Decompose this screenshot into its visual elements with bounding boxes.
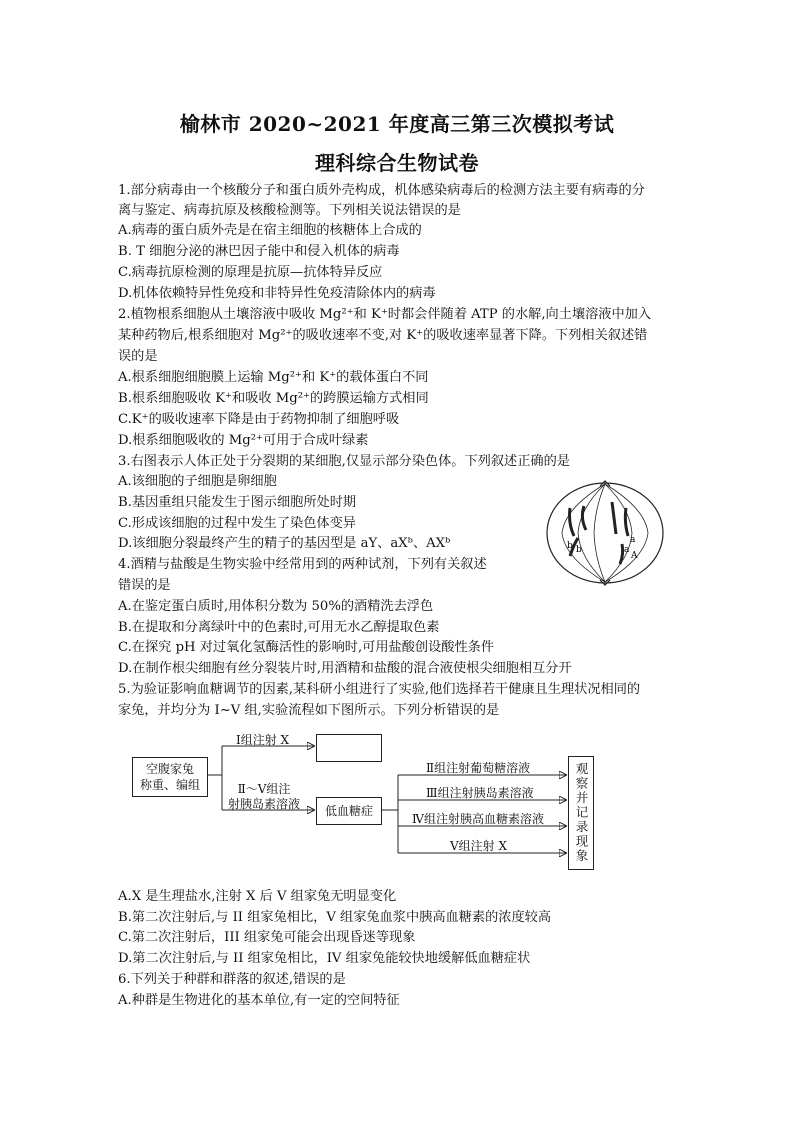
option-line: D.机体依赖特异性免疫和非特异性免疫清除体内的病毒	[118, 286, 436, 301]
option-line: D.在制作根尖细胞有丝分裂装片时,用酒精和盐酸的混合液使根尖细胞相互分开	[118, 661, 572, 676]
option-line: C.第二次注射后，III 组家兔可能会出现昏迷等现象	[118, 930, 416, 945]
group1-label: Ⅰ组注射 X	[236, 733, 290, 747]
option-line: B. T 细胞分泌的淋巴因子能中和侵入机体的病毒	[118, 244, 400, 259]
branch-label: Ⅳ组注射胰高血糖素溶液	[412, 812, 544, 826]
exam-subtitle: 理科综合生物试卷	[315, 151, 479, 175]
question-line: 5.为验证影响血糖调节的因素,某科研小组进行了实验,他们选择若干健康且生理状况相同的	[118, 682, 641, 697]
question-line: 错误的是	[118, 578, 171, 593]
option-line: B.基因重组只能发生于图示细胞所处时期	[118, 495, 357, 510]
branch-label: Ⅲ组注射胰岛素溶液	[426, 786, 534, 800]
question-line: 家兔，并均分为 I~V 组,实验流程如下图所示。下列分析错误的是	[118, 703, 500, 718]
option-line: C.K⁺的吸收速率下降是由于药物抑制了细胞呼吸	[118, 412, 400, 427]
question-line: 误的是	[118, 349, 158, 364]
question-line: 4.酒精与盐酸是生物实验中经常用到的两种试剂，下列有关叙述	[118, 557, 487, 572]
option-line: B.第二次注射后,与 II 组家兔相比，V 组家兔血浆中胰高血糖素的浓度较高	[118, 910, 552, 925]
gene-label: b	[576, 545, 582, 555]
hypoglycemia-box: 低血糖症	[316, 797, 382, 825]
observe-box: 观察并记录现象	[568, 756, 594, 870]
question-line: 1.部分病毒由一个核酸分子和蛋白质外壳构成，机体感染病毒后的检测方法主要有病毒的分	[118, 183, 645, 198]
question-line: 2.植物根系细胞从土壤溶液中吸收 Mg²⁺和 K⁺时都会伴随着 ATP 的水解,向土壤溶液中加入	[118, 307, 652, 322]
exam-title: 榆林市 2020~2021 年度高三第三次模拟考试	[179, 112, 615, 136]
gene-label: A	[631, 551, 638, 561]
option-line: A.在鉴定蛋白质时,用体积分数为 50%的酒精洗去浮色	[118, 599, 434, 614]
option-line: A.病毒的蛋白质外壳是在宿主细胞的核糖体上合成的	[118, 223, 422, 238]
gene-label: b	[567, 541, 573, 551]
option-line: D.根系细胞吸收的 Mg²⁺可用于合成叶绿素	[118, 433, 369, 448]
branch-label: Ⅴ组注射 X	[450, 839, 508, 853]
option-line: D.第二次注射后,与 II 组家兔相比，IV 组家兔能较快地缓解低血糖症状	[118, 951, 531, 966]
option-line: C.病毒抗原检测的原理是抗原—抗体特异反应	[118, 265, 383, 280]
question-line: 某种药物后,根系细胞对 Mg²⁺的吸收速率不变,对 K⁺的吸收速率显著下降。下列相关叙述错	[118, 328, 648, 343]
option-line: A.X 是生理盐水,注射 X 后 V 组家兔无明显变化	[118, 889, 397, 904]
option-line: A.种群是生物进化的基本单位,有一定的空间特征	[118, 993, 400, 1008]
option-line: C.形成该细胞的过程中发生了染色体变异	[118, 516, 356, 531]
groups2to5-label: Ⅱ～Ⅴ组注 射胰岛素溶液	[228, 782, 301, 811]
option-line: A.根系细胞细胞膜上运输 Mg²⁺和 K⁺的载体蛋白不同	[118, 370, 429, 385]
gene-label: a	[630, 535, 636, 545]
question-line: 3.右图表示人体正处于分裂期的某细胞,仅显示部分染色体。下列叙述正确的是	[118, 454, 570, 469]
gene-label: a	[624, 545, 630, 555]
option-line: B.根系细胞吸收 K⁺和吸收 Mg²⁺的跨膜运输方式相同	[118, 391, 429, 406]
branch-label: Ⅱ组注射葡萄糖溶液	[426, 761, 531, 775]
option-line: C.在探究 pH 对过氧化氢酶活性的影响时,可用盐酸创设酸性条件	[118, 640, 495, 655]
question-line: 6.下列关于种群和群落的叙述,错误的是	[118, 972, 346, 987]
question-line: 离与鉴定、病毒抗原及核酸检测等。下列相关说法错误的是	[118, 203, 461, 218]
start-box: 空腹家兔 称重、编组	[132, 757, 208, 797]
option-line: B.在提取和分离绿叶中的色素时,可用无水乙醇提取色素	[118, 620, 440, 635]
group1-result-box	[316, 734, 382, 762]
option-line: D.该细胞分裂最终产生的精子的基因型是 aY、aXᵇ、AXᵇ	[118, 536, 451, 551]
option-line: A.该细胞的子细胞是卵细胞	[118, 474, 277, 489]
